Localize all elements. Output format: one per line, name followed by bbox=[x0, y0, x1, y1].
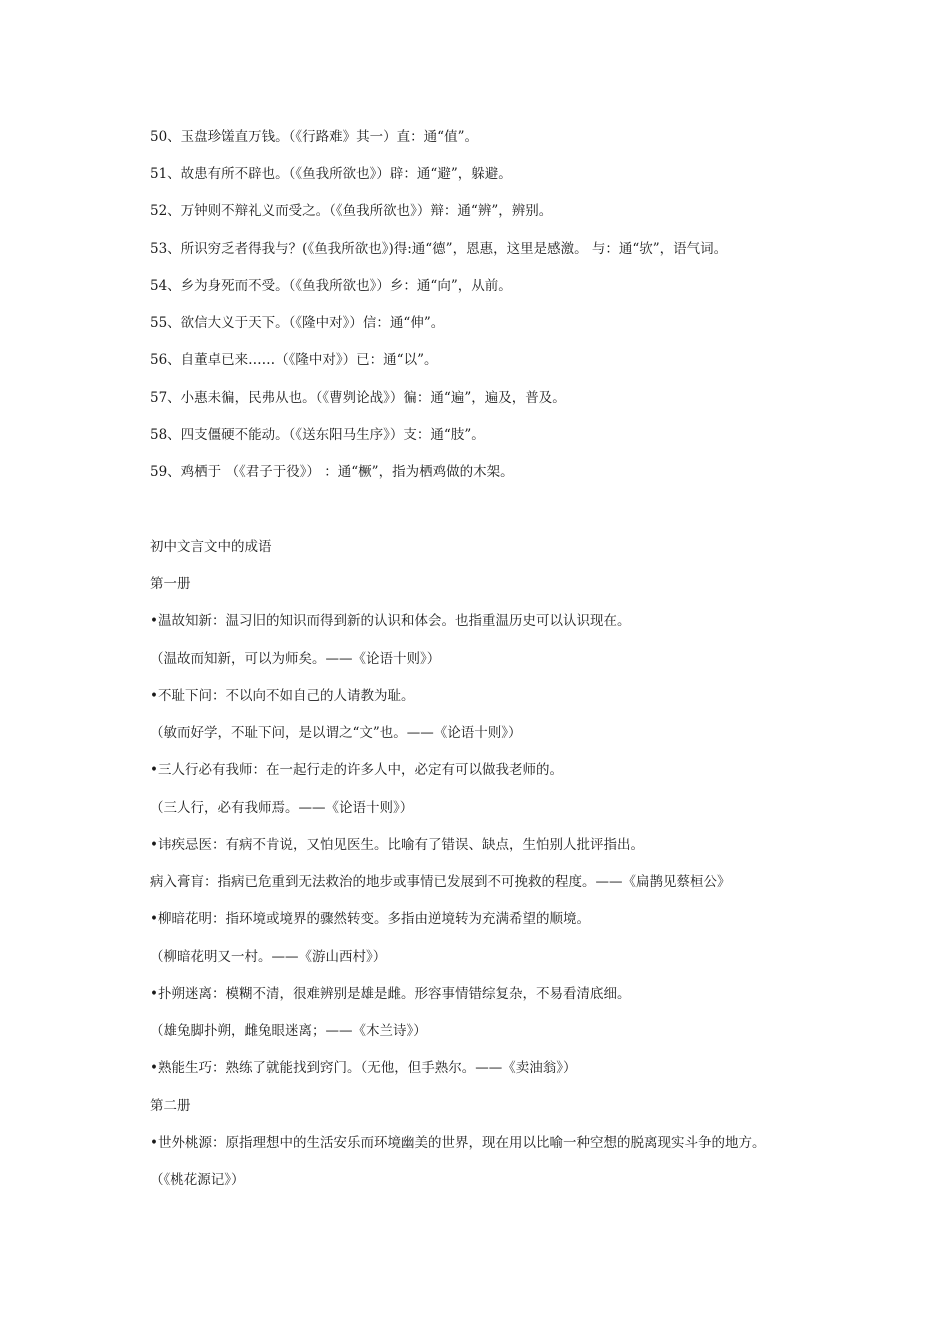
section-heading: 初中文言文中的成语 bbox=[150, 539, 272, 555]
tongjia-line-57: 57、小惠未徧，民弗从也。（《曹刿论战》）徧：通“遍”，遍及，普及。 bbox=[150, 390, 566, 406]
idiom-line: •讳疾忌医：有病不肯说，又怕见医生。比喻有了错误、缺点，生怕别人批评指出。 bbox=[150, 837, 644, 853]
tongjia-line-53: 53、所识穷乏者得我与？(《鱼我所欲也》)得:通“德”，恩惠，这里是感激。 与：通“欤”，语气词。 bbox=[150, 241, 728, 257]
volume-2-heading: 第二册 bbox=[150, 1098, 191, 1114]
tongjia-line-51: 51、故患有所不辟也。（《鱼我所欲也》）辟：通“避”，躲避。 bbox=[150, 166, 512, 182]
idiom-line: •不耻下问：不以向不如自己的人请教为耻。 bbox=[150, 688, 415, 704]
idiom-source-line: （三人行，必有我师焉。——《论语十则》） bbox=[150, 800, 414, 816]
idiom-source-line: （《桃花源记》） bbox=[150, 1172, 245, 1188]
idiom-line: •扑朔迷离：模糊不清，很难辨别是雄是雌。形容事情错综复杂，不易看清底细。 bbox=[150, 986, 631, 1002]
idiom-line: •三人行必有我师：在一起行走的许多人中，必定有可以做我老师的。 bbox=[150, 762, 563, 778]
tongjia-line-55: 55、欲信大义于天下。（《隆中对》）信：通“伸”。 bbox=[150, 315, 445, 331]
idiom-line: •世外桃源：原指理想中的生活安乐而环境幽美的世界，现在用以比喻一种空想的脱离现实斗争的地方。 bbox=[150, 1135, 766, 1151]
tongjia-line-59: 59、鸡栖于 （《君子于役》） ：通“橛”，指为栖鸡做的木架。 bbox=[150, 464, 514, 480]
idiom-source-line: （温故而知新，可以为师矣。——《论语十则》） bbox=[150, 651, 441, 667]
idiom-line: •柳暗花明：指环境或境界的骤然转变。多指由逆境转为充满希望的顺境。 bbox=[150, 911, 590, 927]
idiom-source-line: （柳暗花明又一村。——《游山西村》） bbox=[150, 949, 387, 965]
tongjia-line-58: 58、四支僵硬不能动。（《送东阳马生序》）支：通“肢”。 bbox=[150, 427, 485, 443]
volume-1-heading: 第一册 bbox=[150, 576, 191, 592]
tongjia-line-56: 56、自董卓已来……（《隆中对》）已：通“以”。 bbox=[150, 352, 438, 368]
tongjia-line-50: 50、玉盘珍馐直万钱。（《行路难》其一）直：通“值”。 bbox=[150, 129, 478, 145]
idiom-line: 病入膏肓：指病已危重到无法救治的地步或事情已发展到不可挽救的程度。——《扁鹊见蔡桓公》 bbox=[150, 874, 731, 890]
idiom-source-line: （雄兔脚扑朔，雌兔眼迷离；——《木兰诗》） bbox=[150, 1023, 427, 1039]
tongjia-line-52: 52、万钟则不辩礼义而受之。（《鱼我所欲也》）辩：通“辨”，辨别。 bbox=[150, 203, 553, 219]
tongjia-line-54: 54、乡为身死而不受。（《鱼我所欲也》）乡：通“向”，从前。 bbox=[150, 278, 512, 294]
idiom-line: •熟能生巧：熟练了就能找到窍门。（无他，但手熟尔。——《卖油翁》） bbox=[150, 1060, 577, 1076]
idiom-line: •温故知新：温习旧的知识而得到新的认识和体会。也指重温历史可以认识现在。 bbox=[150, 613, 631, 629]
idiom-source-line: （敏而好学，不耻下问，是以谓之“文”也。——《论语十则》） bbox=[150, 725, 522, 741]
